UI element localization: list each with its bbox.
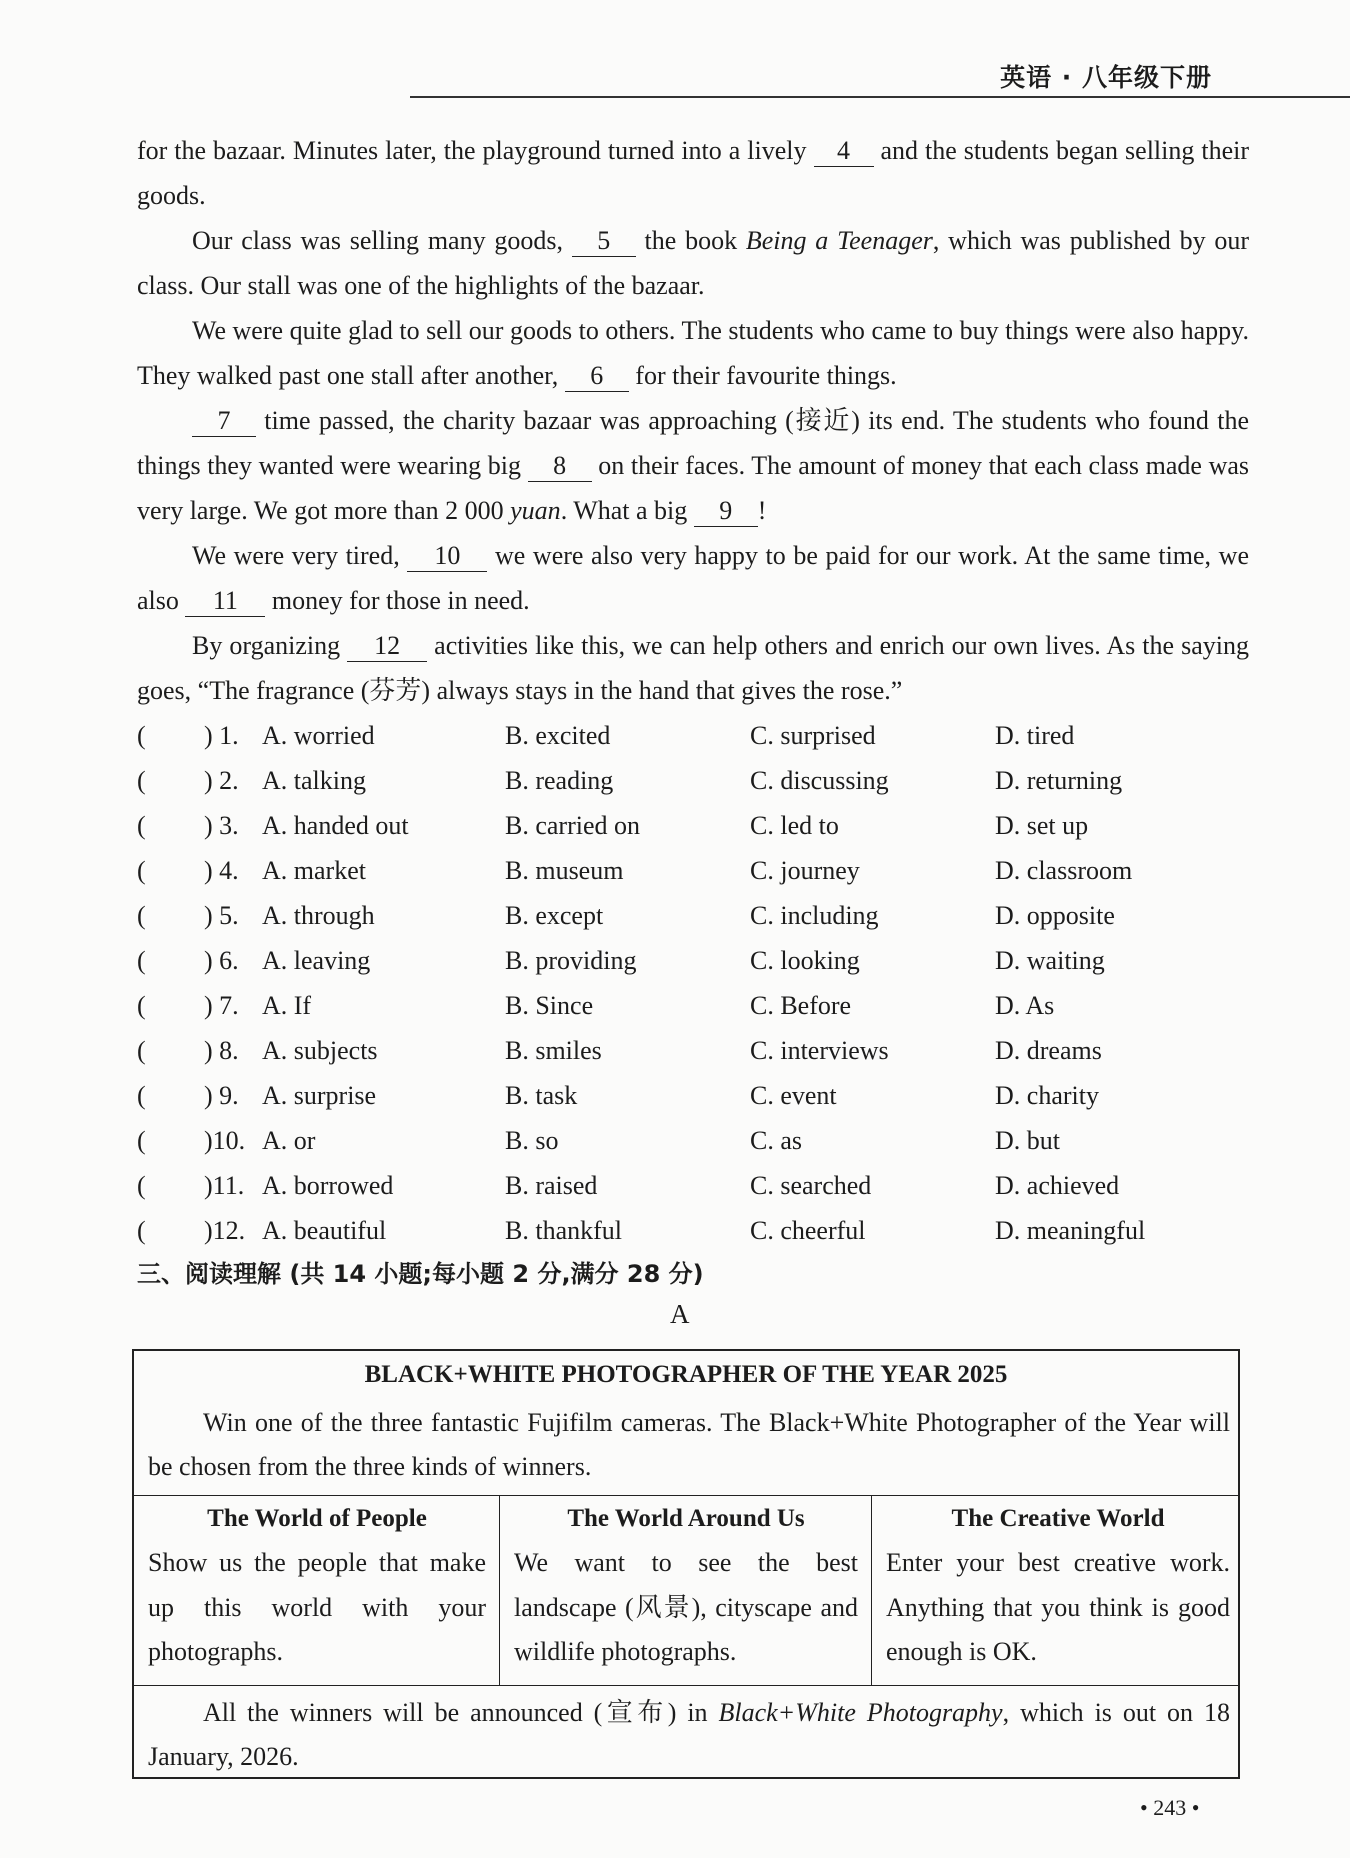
- option-b: B. raised: [505, 1171, 598, 1200]
- category-heading: The World of People: [207, 1505, 427, 1532]
- category-heading: The World Around Us: [567, 1505, 805, 1532]
- category-people: [148, 1501, 486, 1675]
- blank-6: 6: [565, 361, 629, 392]
- question-number: ) 1.: [204, 721, 239, 750]
- option-c: C. Before: [750, 991, 852, 1020]
- question-number: ) 8.: [204, 1036, 239, 1065]
- blank-8: 8: [528, 451, 592, 482]
- table-rule-bottom: [134, 1685, 1238, 1686]
- option-d: D. but: [995, 1126, 1060, 1155]
- answer-paren[interactable]: (: [137, 811, 146, 840]
- answer-paren[interactable]: (: [137, 946, 146, 975]
- answer-paren[interactable]: (: [137, 856, 146, 885]
- option-c: C. discussing: [750, 766, 889, 795]
- question-row: [137, 1163, 1249, 1208]
- table-divider-1: [499, 1495, 500, 1685]
- table-divider-2: [871, 1495, 872, 1685]
- question-row: [137, 713, 1249, 758]
- header-rule: [410, 96, 1350, 98]
- option-d: D. opposite: [995, 901, 1115, 930]
- answer-paren[interactable]: (: [137, 1216, 146, 1245]
- table-rule-top: [134, 1495, 1238, 1496]
- option-a: A. leaving: [262, 946, 371, 975]
- category-text: Show us the people that make up this world with your photographs.: [148, 1548, 486, 1666]
- option-c: C. event: [750, 1081, 837, 1110]
- option-d: D. dreams: [995, 1036, 1102, 1065]
- option-d: D. returning: [995, 766, 1123, 795]
- option-b: B. thankful: [505, 1216, 622, 1245]
- answer-paren[interactable]: (: [137, 1126, 146, 1155]
- blank-4: 4: [814, 136, 874, 167]
- answer-paren[interactable]: (: [137, 766, 146, 795]
- question-row: [137, 1073, 1249, 1118]
- option-b: B. museum: [505, 856, 624, 885]
- option-b: B. providing: [505, 946, 637, 975]
- ad-box: [132, 1349, 1240, 1779]
- page-number: • 243 •: [1140, 1795, 1200, 1820]
- option-d: D. waiting: [995, 946, 1105, 975]
- question-row: [137, 938, 1249, 983]
- option-d: D. As: [995, 991, 1055, 1020]
- section-heading: 三、阅读理解 (共 14 小题;每小题 2 分,满分 28 分): [137, 1260, 704, 1288]
- option-d: D. classroom: [995, 856, 1133, 885]
- option-b: B. task: [505, 1081, 578, 1110]
- question-number: ) 9.: [204, 1081, 239, 1110]
- question-number: )11.: [204, 1171, 245, 1200]
- blank-10: 10: [407, 541, 487, 572]
- option-c: C. including: [750, 901, 879, 930]
- blank-7: 7: [192, 406, 256, 437]
- option-a: A. market: [262, 856, 366, 885]
- passage-paragraph-5: We were very tired, 10 we were also very happy to be paid for our work. At the same time, we also 11 money for those in need.: [137, 541, 1250, 615]
- blank-11: 11: [185, 586, 265, 617]
- question-row: [137, 893, 1249, 938]
- option-c: C. as: [750, 1126, 802, 1155]
- passage-paragraph-1: for the bazaar. Minutes later, the playground turned into a lively 4 and the students began selling their goods.: [137, 136, 1249, 210]
- question-row: [137, 1028, 1249, 1073]
- section-letter: A: [670, 1299, 690, 1329]
- option-a: A. subjects: [262, 1036, 378, 1065]
- category-heading: The Creative World: [951, 1505, 1165, 1532]
- option-c: C. journey: [750, 856, 860, 885]
- question-row: [137, 1208, 1249, 1253]
- answer-paren[interactable]: (: [137, 1081, 146, 1110]
- ad-title: BLACK+WHITE PHOTOGRAPHER OF THE YEAR 2025: [364, 1361, 1008, 1388]
- question-row: [137, 1118, 1249, 1163]
- option-c: C. looking: [750, 946, 860, 975]
- category-text: Enter your best creative work. Anything that you think is good enough is OK.: [886, 1548, 1230, 1666]
- option-b: B. excited: [505, 721, 611, 750]
- option-b: B. reading: [505, 766, 614, 795]
- ad-intro: Win one of the three fantastic Fujifilm cameras. The Black+White Photographer of the Year will be chosen from the three kinds of winners.: [148, 1408, 1230, 1481]
- option-c: C. interviews: [750, 1036, 889, 1065]
- answer-paren[interactable]: (: [137, 1036, 146, 1065]
- category-creative: [886, 1501, 1230, 1675]
- option-d: D. tired: [995, 721, 1075, 750]
- question-number: )10.: [204, 1126, 246, 1155]
- option-a: A. surprise: [262, 1081, 377, 1110]
- option-a: A. worried: [262, 721, 375, 750]
- blank-5: 5: [572, 226, 636, 257]
- question-number: ) 6.: [204, 946, 239, 975]
- question-number: ) 4.: [204, 856, 239, 885]
- passage-paragraph-3: We were quite glad to sell our goods to others. The students who came to buy things were also happy. They walked past one stall after another, 6 for their favourite things.: [137, 316, 1249, 390]
- option-a: A. borrowed: [262, 1171, 394, 1200]
- question-number: ) 3.: [204, 811, 239, 840]
- option-a: A. beautiful: [262, 1216, 387, 1245]
- answer-paren[interactable]: (: [137, 1171, 146, 1200]
- page-header-title: 英语 · 八年级下册: [1000, 63, 1212, 92]
- option-a: A. handed out: [262, 811, 409, 840]
- question-number: ) 5.: [204, 901, 239, 930]
- blank-9: 9: [694, 496, 758, 527]
- option-a: A. If: [262, 991, 312, 1020]
- question-row: [137, 848, 1249, 893]
- category-around-us: [514, 1501, 858, 1675]
- option-b: B. so: [505, 1126, 559, 1155]
- option-c: C. surprised: [750, 721, 876, 750]
- question-row: [137, 983, 1249, 1028]
- passage-paragraph-4: 7 time passed, the charity bazaar was approaching (接近) its end. The students who found the things they wanted were wearing big 8 on their faces. The amount of money that each class made was very large. We got more than 2 000 yuan. What a big 9 !: [137, 406, 1250, 525]
- option-b: B. carried on: [505, 811, 641, 840]
- question-number: ) 7.: [204, 991, 239, 1020]
- question-number: )12.: [204, 1216, 246, 1245]
- ad-footer: All the winners will be announced (宣布) in Black+White Photography, which is out on 18 January, 2026.: [148, 1698, 1231, 1771]
- option-d: D. set up: [995, 811, 1089, 840]
- option-d: D. achieved: [995, 1171, 1120, 1200]
- question-row: [137, 758, 1249, 803]
- category-text: We want to see the best landscape (风景), cityscape and wildlife photographs.: [514, 1548, 858, 1666]
- option-b: B. Since: [505, 991, 594, 1020]
- option-c: C. searched: [750, 1171, 872, 1200]
- option-d: D. charity: [995, 1081, 1099, 1110]
- option-b: B. except: [505, 901, 604, 930]
- option-a: A. talking: [262, 766, 366, 795]
- option-a: A. or: [262, 1126, 316, 1155]
- answer-paren[interactable]: (: [137, 991, 146, 1020]
- option-a: A. through: [262, 901, 375, 930]
- question-number: ) 2.: [204, 766, 239, 795]
- answer-paren[interactable]: (: [137, 901, 146, 930]
- blank-12: 12: [347, 631, 427, 662]
- passage-paragraph-6: By organizing 12 activities like this, we can help others and enrich our own lives. As the saying goes, “The fragrance (芬芳) always stays in the hand that gives the rose.”: [137, 631, 1249, 705]
- passage-paragraph-2: Our class was selling many goods, 5 the book Being a Teenager, which was published by our class. Our stall was one of the highlights of the bazaar.: [137, 226, 1250, 300]
- option-d: D. meaningful: [995, 1216, 1146, 1245]
- option-c: C. led to: [750, 811, 839, 840]
- option-c: C. cheerful: [750, 1216, 866, 1245]
- option-b: B. smiles: [505, 1036, 602, 1065]
- question-row: [137, 803, 1249, 848]
- answer-paren[interactable]: (: [137, 721, 146, 750]
